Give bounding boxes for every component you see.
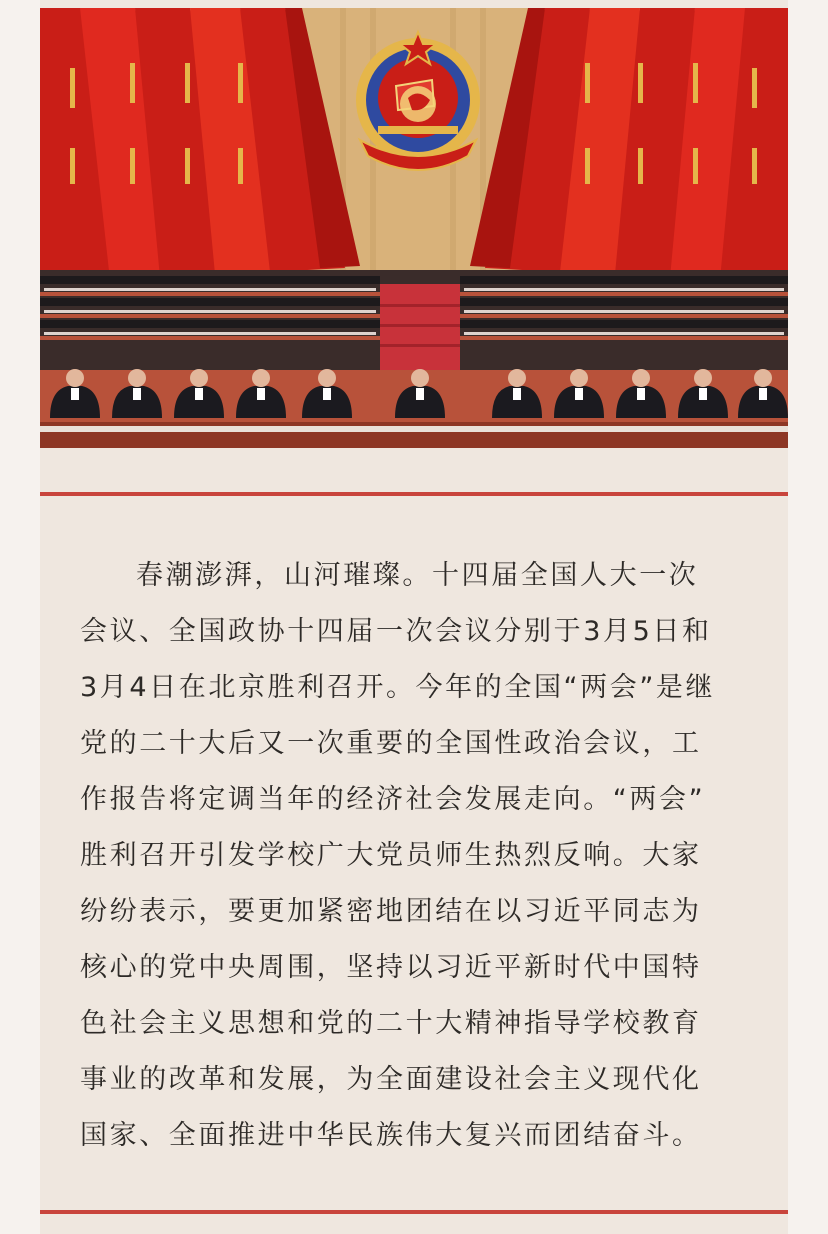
article-body xyxy=(80,548,752,1164)
article-line: 胜利召开引发学校广大党员师生热烈反响。大家 xyxy=(80,840,702,871)
article-paragraph xyxy=(80,548,752,1164)
article-line: 国家、全面推进中华民族伟大复兴而团结奋斗。 xyxy=(80,1120,702,1151)
article-line: 纷纷表示，要更加紧密地团结在以习近平同志为 xyxy=(80,896,702,927)
article-line: 事业的改革和发展，为全面建设社会主义现代化 xyxy=(80,1064,702,1095)
article-line: 春潮澎湃，山河璀璨。十四届全国人大一次 xyxy=(136,560,699,591)
article-line: 色社会主义思想和党的二十大精神指导学校教育 xyxy=(80,1008,702,1039)
meeting-photo xyxy=(40,8,788,448)
bottom-divider xyxy=(40,1210,788,1214)
article-line: 作报告将定调当年的经济社会发展走向。“两会” xyxy=(80,784,706,815)
article-line: 核心的党中央周围，坚持以习近平新时代中国特 xyxy=(80,952,702,983)
article-line: 会议、全国政协十四届一次会议分别于3月5日和 xyxy=(80,616,712,647)
article-line: 党的二十大后又一次重要的全国性政治会议，工 xyxy=(80,728,702,759)
center-stairs xyxy=(380,284,460,374)
article-line: 3月4日在北京胜利召开。今年的全国“两会”是继 xyxy=(80,672,716,703)
top-divider xyxy=(40,492,788,496)
